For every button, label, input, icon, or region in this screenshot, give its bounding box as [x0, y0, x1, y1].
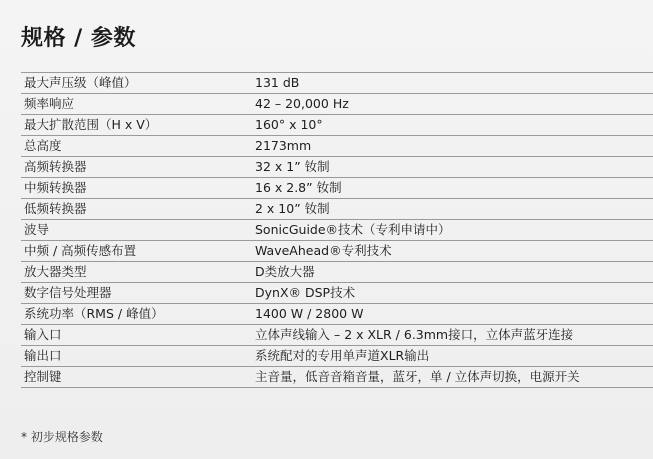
table-row	[21, 283, 653, 304]
table-row	[21, 304, 653, 325]
table-row	[21, 220, 653, 241]
table-row	[21, 94, 653, 115]
spec-value: 2173mm	[252, 136, 653, 157]
spec-value: 16 x 2.8” 钕制	[252, 178, 653, 199]
spec-value: 32 x 1” 钕制	[252, 157, 653, 178]
table-row	[21, 346, 653, 367]
table-row	[21, 115, 653, 136]
spec-label: 控制键	[21, 367, 252, 388]
page-title: 规格 / 参数	[21, 26, 136, 51]
table-row	[21, 262, 653, 283]
spec-label: 中频转换器	[21, 178, 252, 199]
spec-value: 2 x 10” 钕制	[252, 199, 653, 220]
spec-label: 输出口	[21, 346, 252, 367]
spec-label: 高频转换器	[21, 157, 252, 178]
spec-value: 160° x 10°	[252, 115, 653, 136]
spec-label: 放大器类型	[21, 262, 252, 283]
table-row	[21, 178, 653, 199]
table-row	[21, 367, 653, 388]
spec-label: 系统功率（RMS / 峰值）	[21, 304, 252, 325]
spec-value: 系统配对的专用单声道XLR输出	[252, 346, 653, 367]
spec-label: 数字信号处理器	[21, 283, 252, 304]
spec-value: 主音量，低音音箱音量，蓝牙，单 / 立体声切换，电源开关	[252, 367, 653, 388]
spec-table	[21, 72, 653, 388]
spec-value: 131 dB	[252, 73, 653, 94]
spec-label: 频率响应	[21, 94, 252, 115]
footnote: * 初步规格参数	[21, 430, 103, 444]
spec-label: 低频转换器	[21, 199, 252, 220]
table-row	[21, 136, 653, 157]
spec-value: 42 – 20,000 Hz	[252, 94, 653, 115]
spec-value: DynX® DSP技术	[252, 283, 653, 304]
spec-label: 输入口	[21, 325, 252, 346]
table-row	[21, 199, 653, 220]
spec-value: 立体声线输入 – 2 x XLR / 6.3mm接口，立体声蓝牙连接	[252, 325, 653, 346]
spec-label: 波导	[21, 220, 252, 241]
spec-label: 中频 / 高频传感布置	[21, 241, 252, 262]
spec-value: D类放大器	[252, 262, 653, 283]
spec-value: WaveAhead®专利技术	[252, 241, 653, 262]
spec-label: 总高度	[21, 136, 252, 157]
table-row	[21, 157, 653, 178]
table-row	[21, 325, 653, 346]
table-row	[21, 241, 653, 262]
spec-value: SonicGuide®技术（专利申请中）	[252, 220, 653, 241]
table-row	[21, 73, 653, 94]
spec-label: 最大扩散范围（H x V）	[21, 115, 252, 136]
spec-value: 1400 W / 2800 W	[252, 304, 653, 325]
spec-label: 最大声压级（峰值）	[21, 73, 252, 94]
